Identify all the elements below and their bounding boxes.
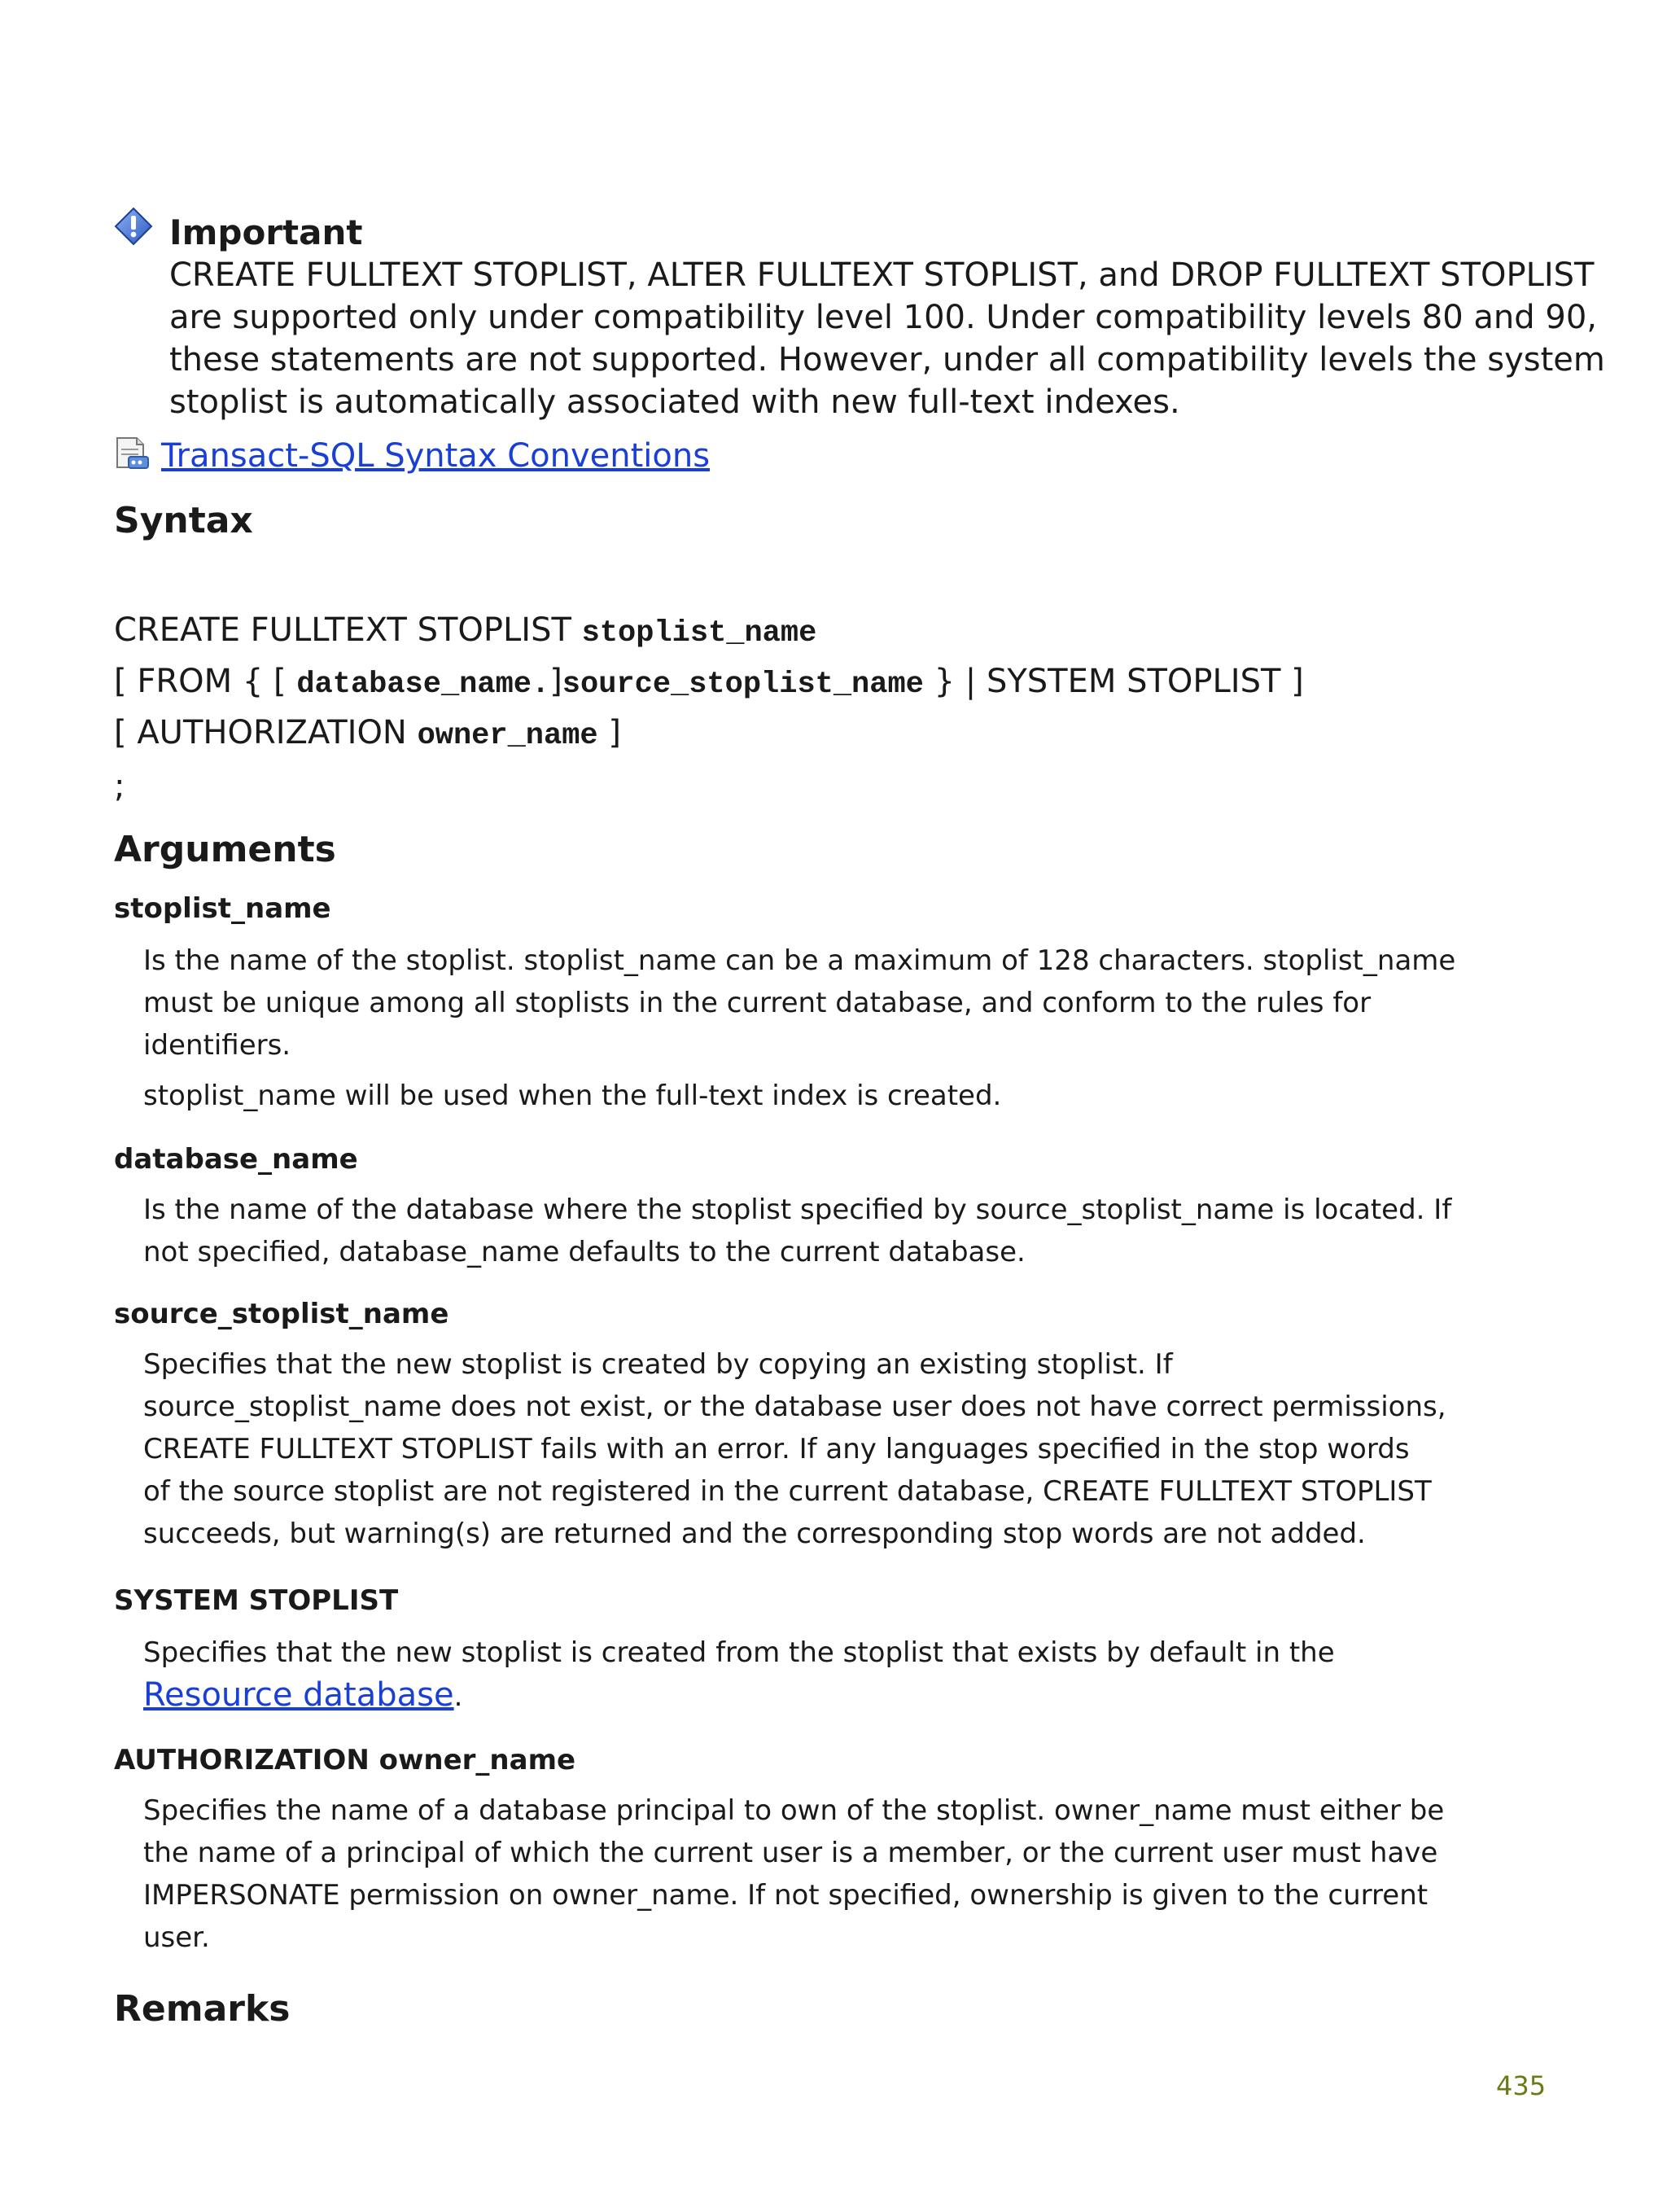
description-line: Is the name of the stoplist. stoplist_name can be a maximum of 128 characters. stoplist_name: [143, 944, 1456, 977]
description-line: Is the name of the database where the stoplist specified by source_stoplist_name is located. If: [143, 1194, 1452, 1226]
syntax-argument: stoplist_name: [581, 616, 817, 650]
syntax-line-from: [114, 660, 1304, 706]
link-suffix: .: [453, 1680, 463, 1713]
argument-term: AUTHORIZATION owner_name: [114, 1744, 576, 1776]
description-line: succeeds, but warning(s) are returned and the corresponding stop words are not added.: [143, 1518, 1366, 1550]
syntax-keyword: ]: [597, 714, 621, 751]
important-line: these statements are not supported. However, under all compatibility levels the system: [169, 341, 1605, 379]
syntax-keyword: [ AUTHORIZATION: [114, 714, 418, 751]
syntax-conventions-icon: [114, 436, 151, 471]
important-body: [169, 254, 1605, 423]
description-line: must be unique among all stoplists in the current database, and conform to the rules for: [143, 987, 1372, 1019]
description-line: source_stoplist_name does not exist, or the database user does not have correct permissions,: [143, 1391, 1446, 1423]
argument-term: SYSTEM STOPLIST: [114, 1584, 399, 1617]
description-line: Specifies that the new stoplist is created from the stoplist that exists by default in the: [143, 1636, 1335, 1669]
syntax-line-authorization: [114, 712, 621, 757]
description-line: the name of a principal of which the current user is a member, or the current user must have: [143, 1837, 1438, 1869]
syntax-keyword: } | SYSTEM STOPLIST ]: [923, 663, 1304, 700]
syntax-argument: owner_name: [417, 719, 598, 753]
remarks-heading: Remarks: [114, 1988, 291, 2030]
important-line: are supported only under compatibility level 100. Under compatibility levels 80 and 90,: [169, 299, 1598, 336]
syntax-keyword: CREATE FULLTEXT STOPLIST: [114, 611, 582, 649]
description-line: stoplist_name will be used when the full-text index is created.: [143, 1080, 1002, 1112]
syntax-keyword: ]: [549, 663, 562, 700]
argument-term: database_name: [114, 1143, 358, 1176]
important-line: stoplist is automatically associated with new full-text indexes.: [169, 383, 1180, 421]
argument-description: [143, 1789, 1445, 1959]
argument-term: stoplist_name: [114, 892, 331, 925]
page-number: 435: [1496, 2070, 1547, 2101]
argument-description: [143, 1189, 1452, 1273]
argument-term: source_stoplist_name: [114, 1298, 449, 1330]
important-info-icon: [114, 207, 153, 246]
arguments-heading: Arguments: [114, 829, 336, 870]
description-line: not specified, database_name defaults to the current database.: [143, 1236, 1026, 1268]
transact-sql-syntax-conventions-link[interactable]: Transact-SQL Syntax Conventions: [161, 437, 711, 475]
description-line: Specifies the name of a database principal to own of the stoplist. owner_name must either be: [143, 1794, 1445, 1827]
argument-description: [143, 940, 1456, 1067]
argument-description: [143, 1343, 1446, 1555]
syntax-keyword: [ FROM { [: [114, 663, 297, 700]
description-line: CREATE FULLTEXT STOPLIST fails with an error. If any languages specified in the stop words: [143, 1433, 1410, 1465]
syntax-argument: database_name.: [296, 668, 550, 702]
description-line: [143, 1674, 1324, 1718]
syntax-heading: Syntax: [114, 500, 253, 541]
syntax-line-create: [114, 609, 816, 655]
resource-database-link[interactable]: Resource database: [143, 1676, 454, 1714]
important-line: CREATE FULLTEXT STOPLIST, ALTER FULLTEXT STOPLIST, and DROP FULLTEXT STOPLIST: [169, 256, 1595, 294]
description-line: Specifies that the new stoplist is created by copying an existing stoplist. If: [143, 1348, 1173, 1381]
syntax-argument: source_stoplist_name: [562, 668, 924, 702]
argument-description: [143, 1632, 1335, 1718]
description-line: IMPERSONATE permission on owner_name. If not specified, ownership is given to the current: [143, 1879, 1429, 1912]
syntax-terminator: ;: [114, 768, 125, 805]
description-line: user.: [143, 1921, 210, 1954]
description-line: identifiers.: [143, 1029, 291, 1062]
description-line: of the source stoplist are not registered in the current database, CREATE FULLTEXT STOPLIST: [143, 1475, 1432, 1508]
argument-note: [143, 1075, 1324, 1117]
important-title: Important: [169, 212, 363, 252]
